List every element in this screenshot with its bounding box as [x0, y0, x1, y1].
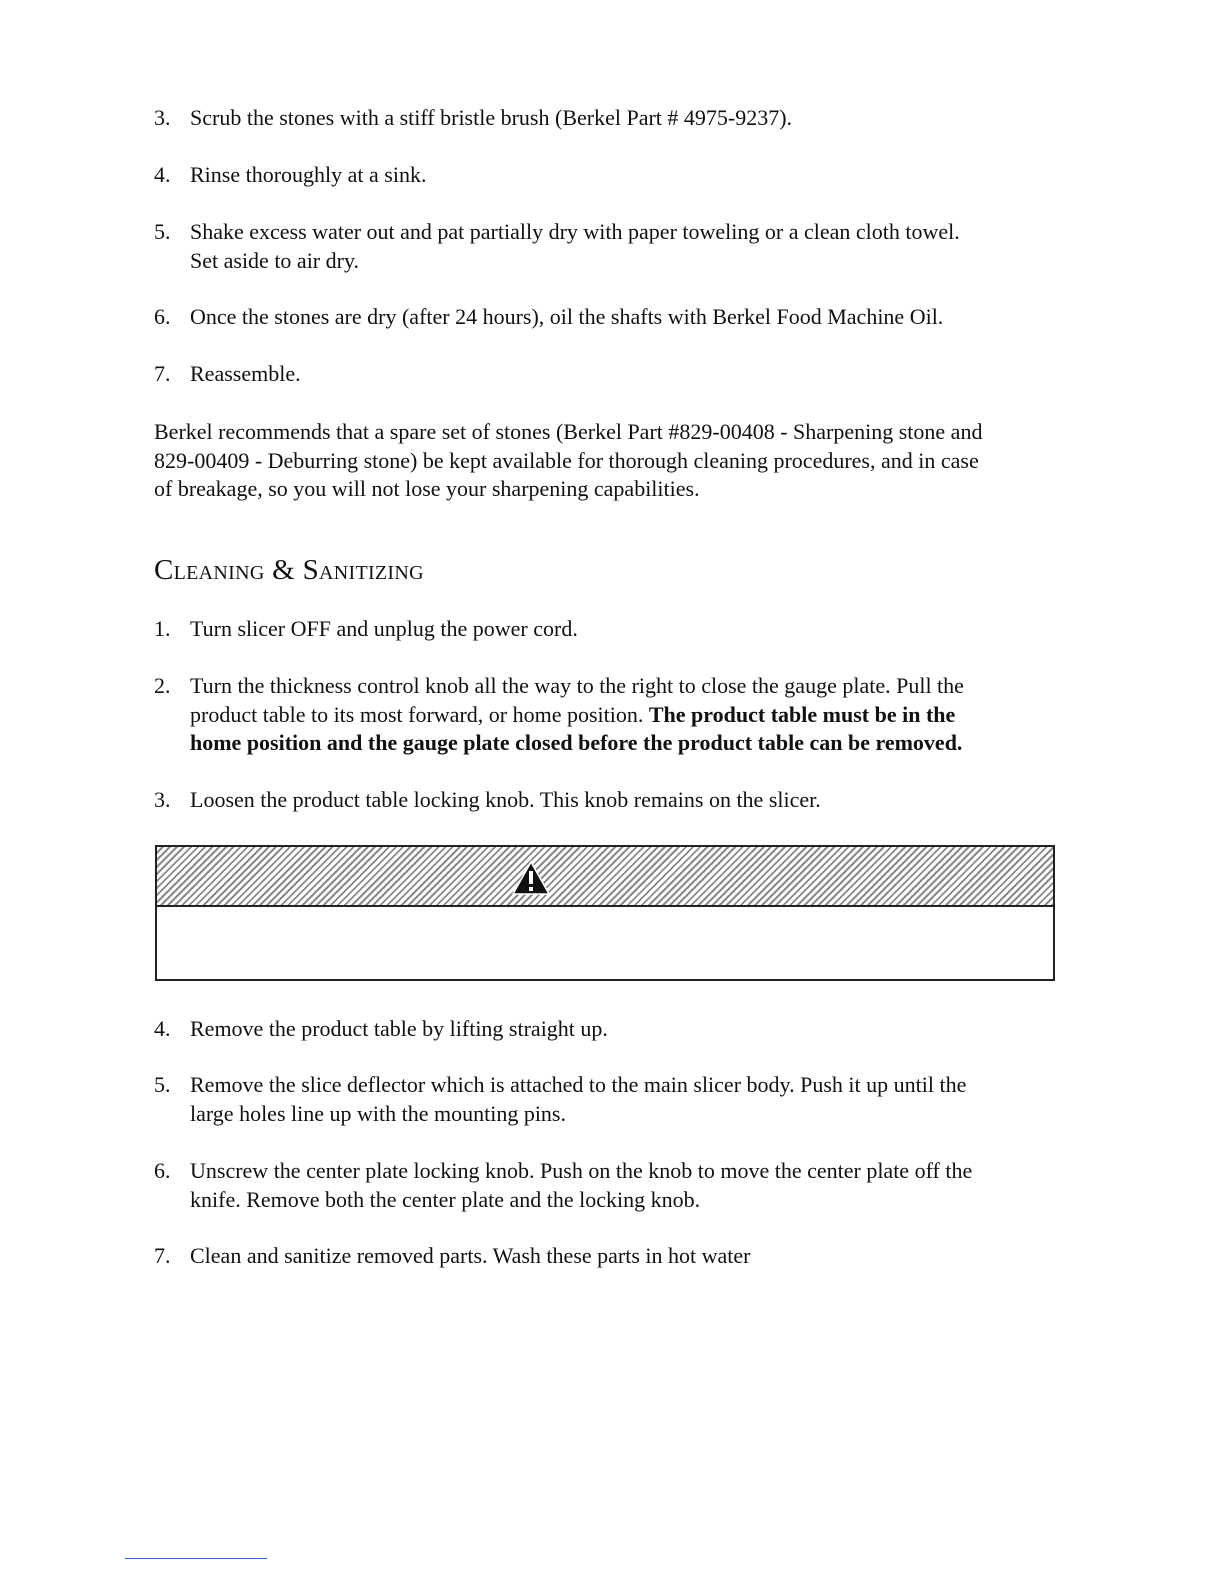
footnote-divider: [125, 1558, 267, 1559]
step-text-line: [190, 729, 1054, 758]
list-item: [154, 1242, 1054, 1271]
step-number: 7.: [154, 361, 171, 386]
step-text-line: Shake excess water out and pat partially dry with paper toweling or a clean cloth towel.: [190, 219, 960, 244]
list-item: [154, 1071, 1054, 1128]
list-item: [154, 104, 1054, 133]
step-text: Loosen the product table locking knob. This knob remains on the slicer.: [190, 787, 821, 812]
list-item: [154, 1157, 1054, 1214]
section-heading: Cleaning & Sanitizing: [154, 554, 424, 586]
list-item: [154, 615, 1054, 644]
step-text-line: Set aside to air dry.: [190, 247, 360, 273]
step-number: 3.: [154, 105, 171, 130]
step-number: 7.: [154, 1243, 171, 1268]
recommendation-paragraph: [154, 418, 1054, 504]
step-number: 4.: [154, 162, 171, 187]
paragraph-line: 829-00409 - Deburring stone) be kept available for thorough cleaning procedures, and in case: [154, 447, 979, 473]
list-item: [154, 1015, 1054, 1044]
step-text: Clean and sanitize removed parts. Wash these parts in hot water: [190, 1243, 751, 1268]
list-item: [154, 161, 1054, 190]
warning-header: [157, 847, 1053, 907]
list-item: [154, 786, 1054, 815]
step-text-line: Turn the thickness control knob all the way to the right to close the gauge plate. Pull the: [190, 673, 964, 698]
list-item: [154, 360, 1054, 389]
step-text-line: Remove the slice deflector which is attached to the main slicer body. Push it up until the: [190, 1072, 967, 1097]
step-text: Turn slicer OFF and unplug the power cord.: [190, 616, 578, 641]
list-item: [154, 218, 1054, 275]
step-number: 3.: [154, 787, 171, 812]
step-number: 4.: [154, 1016, 171, 1041]
step-text-line: [190, 701, 1054, 730]
step-text: Reassemble.: [190, 361, 301, 386]
step-text: Remove the product table by lifting straight up.: [190, 1016, 608, 1041]
paragraph-line: Berkel recommends that a spare set of stones (Berkel Part #829-00408 - Sharpening stone and: [154, 419, 983, 444]
list-item: [154, 303, 1054, 332]
paragraph-line: of breakage, so you will not lose your sharpening capabilities.: [154, 476, 700, 502]
step-number: 6.: [154, 304, 171, 329]
step-number: 2.: [154, 673, 171, 698]
step-number: 6.: [154, 1158, 171, 1183]
warning-box: [155, 845, 1055, 981]
step-number: 1.: [154, 616, 171, 641]
step-text-line: Unscrew the center plate locking knob. Push on the knob to move the center plate off the: [190, 1158, 973, 1183]
step-text-bold: The product table must be in the: [648, 701, 956, 727]
step-text-line: large holes line up with the mounting pins.: [190, 1100, 566, 1126]
step-number: 5.: [154, 1072, 171, 1097]
step-text: Once the stones are dry (after 24 hours), oil the shafts with Berkel Food Machine Oil.: [190, 304, 944, 329]
step-text-line: knife. Remove both the center plate and the locking knob.: [190, 1186, 701, 1212]
step-number: 5.: [154, 219, 171, 244]
step-text-plain: product table to its most forward, or home position.: [190, 701, 649, 727]
step-text-bold: home position and the gauge plate closed before the product table can be removed.: [190, 730, 963, 756]
warning-triangle-icon: [511, 860, 551, 896]
step-text: Rinse thoroughly at a sink.: [190, 162, 427, 187]
list-item: [154, 672, 1054, 758]
step-text: Scrub the stones with a stiff bristle brush (Berkel Part # 4975-9237).: [190, 105, 793, 130]
